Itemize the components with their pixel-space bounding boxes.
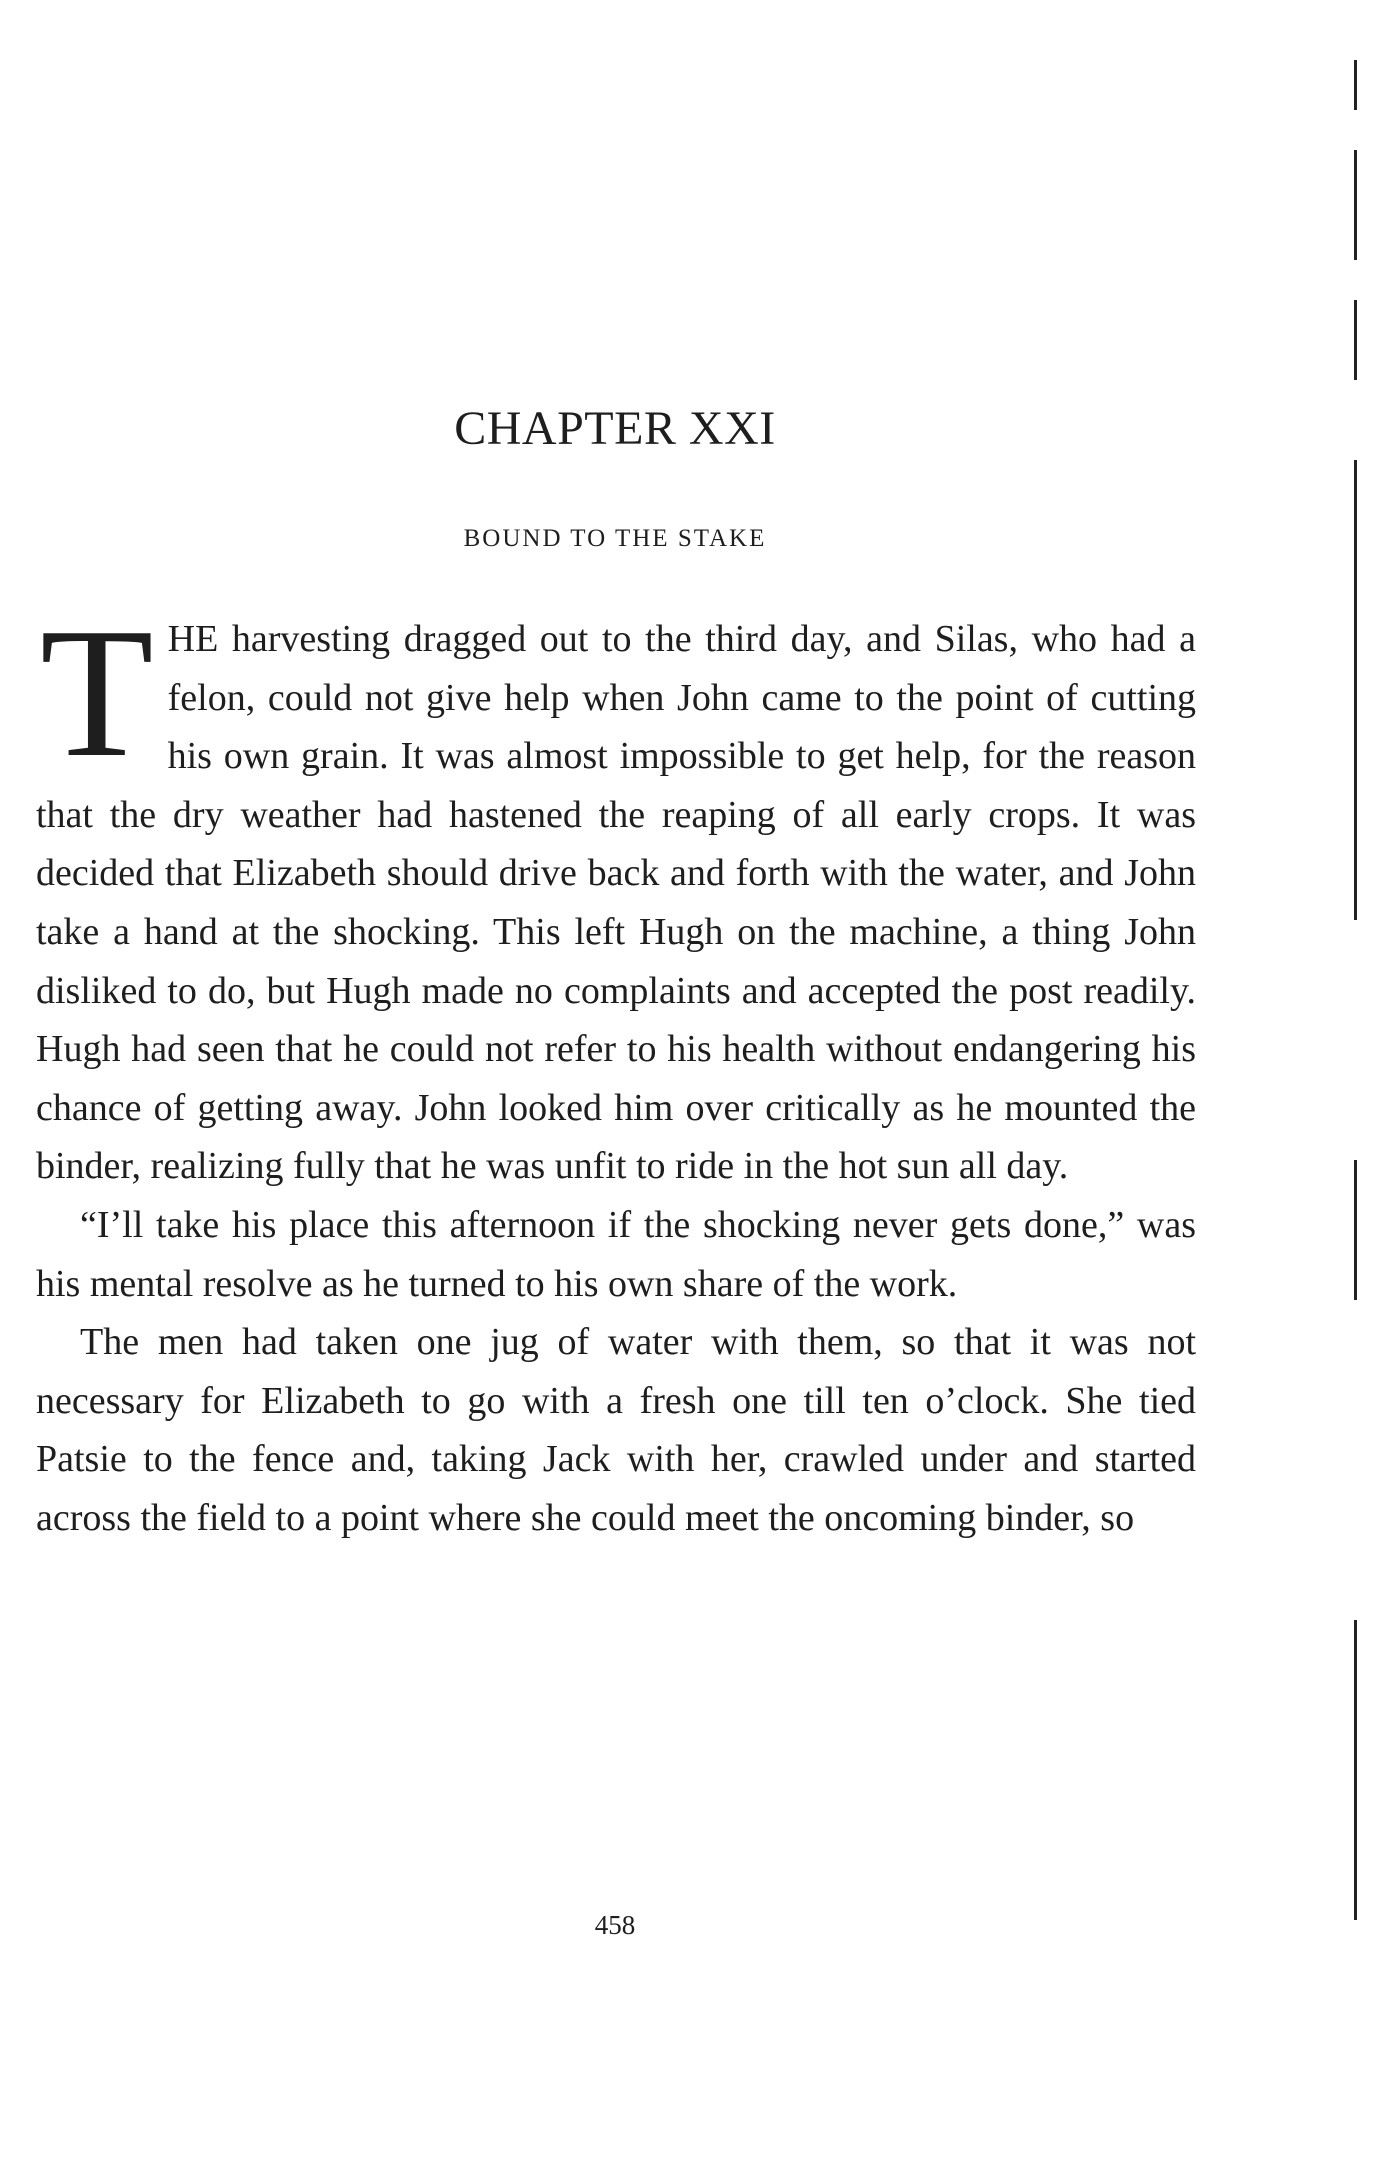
opening-paragraph xyxy=(36,590,1196,1196)
page-number: 458 xyxy=(594,1910,636,1940)
drop-cap: T xyxy=(40,590,154,796)
chapter-body xyxy=(36,590,1196,1548)
paragraph: “I’ll take his place this afternoon if the shocking never gets done,” was his mental resolve as he turned to his own share of the work. xyxy=(36,1203,1196,1305)
paragraph: The men had taken one jug of water with them, so that it was not necessary for Elizabeth to go with a fresh one till ten o’clock. She tied Patsie to the fence and, taking Jack with her, crawled under and started across the field to a point where she could meet the oncoming binder, so xyxy=(36,1321,1196,1539)
opening-text: HE harvesting dragged out to the third day, and Silas, who had a felon, could not give help when John came to the point of cutting his own grain. It was almost impossible to get help, for the reason that the dry weather had hastened the reaping of all early crops. It was decided that Elizabeth should drive back and forth with the water, and John take a hand at the shocking. This left Hugh on the machine, a thing John disliked to do, but Hugh made no complaints and accepted the post readily. Hugh had seen that he could not refer to his health without endangering his chance of getting away. John looked him over critically as he mounted the binder, realizing fully that he was unfit to ride in the hot sun all day. xyxy=(36,618,1196,1188)
chapter-title: CHAPTER XXI xyxy=(454,402,776,455)
page-edge-scan-artifact xyxy=(1354,0,1357,2160)
chapter-subtitle: BOUND TO THE STAKE xyxy=(463,525,767,552)
